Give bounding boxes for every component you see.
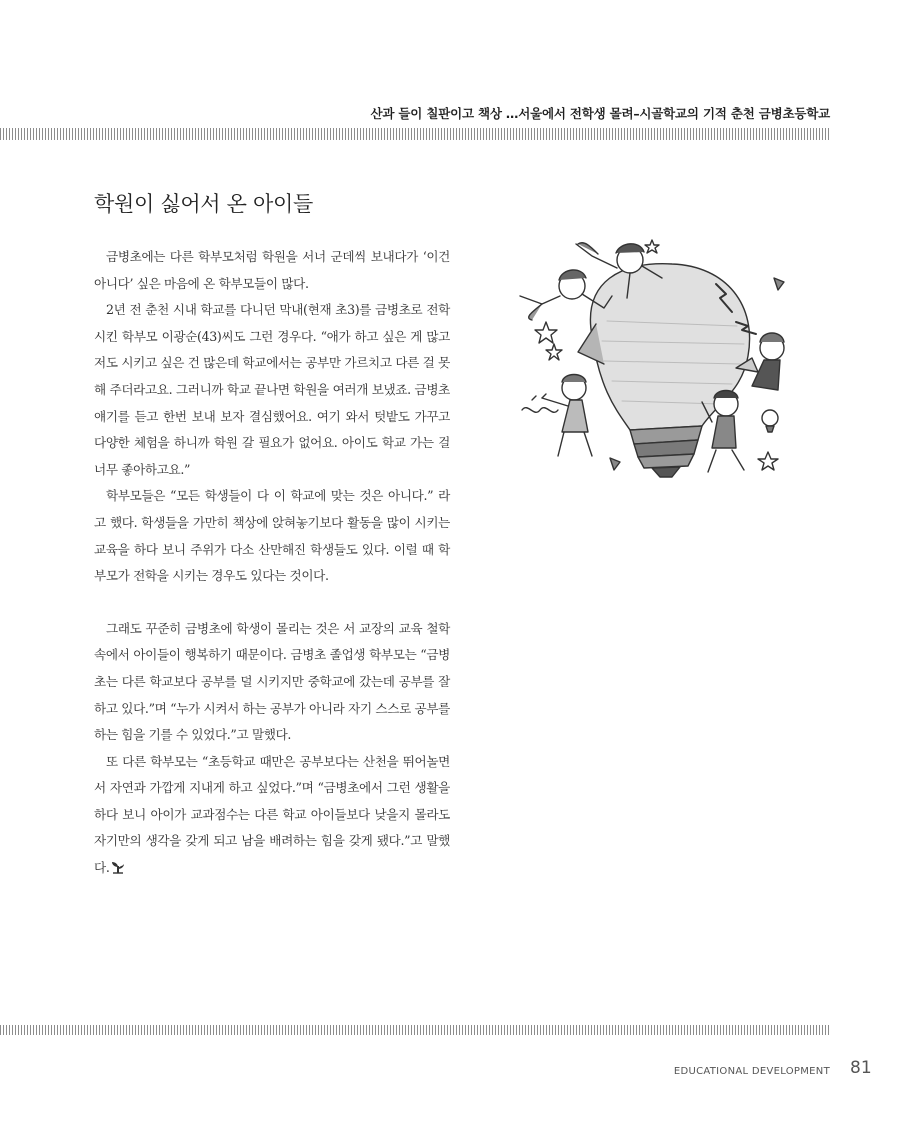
paragraph: 그래도 꾸준히 금병초에 학생이 몰리는 것은 서 교장의 교육 철학 속에서 아이들이 행복하기 때문이다. 금병초 졸업생 학부모는 “금병초는 다른 학교보다 공부를 덜 시키지만 중학교에 갔는데 공부를 잘 하고 있다.”며 “누가 시켜서 하는 공부가 아니라 자기 스스로 공부를 하는 힘을 기를 수 있었다.”고 말했다.: [94, 620, 450, 743]
section-label: EDUCATIONAL DEVELOPMENT: [673, 1066, 830, 1077]
lightbulb-children-illustration: [512, 226, 790, 484]
page-number: 81: [850, 1058, 872, 1078]
paragraph: 금병초에는 다른 학부모처럼 학원을 서너 군데씩 보내다가 ‘이건 아니다’ 싶은 마음에 온 학부모들이 많다.: [94, 249, 450, 291]
paragraph: [94, 749, 450, 882]
article-body: [94, 244, 450, 882]
paragraph: 2년 전 춘천 시내 학교를 다니던 막내(현재 초3)를 금병초로 전학시킨 학부모 이광순(43)씨도 그런 경우다. “애가 하고 싶은 게 많고 저도 시키고 싶은 건 많은데 학교에서는 공부만 가르치고 다른 걸 못해 주더라고요. 그러니까 학교 끝나면 학원을 여러개 보냈죠. 금병초 얘기를 듣고 한번 보내 보자 결심했어요. 여기 와서 텃밭도 가꾸고 다양한 체험을 하니까 학원 갈 필요가 없어요. 아이도 학교 가는 걸 너무 좋아하고요.”: [94, 302, 450, 477]
sprout-end-mark-icon: [111, 861, 125, 874]
header-divider: [0, 128, 830, 140]
footer-divider: [0, 1025, 830, 1035]
paragraph-text: 또 다른 학부모는 “초등학교 때만은 공부보다는 산천을 뛰어놀면서 자연과 가깝게 지내게 하고 싶었다.”며 “금병초에서 그런 생활을 하다 보니 아이가 교과점수는 다른 학교 아이들보다 낮을지 몰라도 자기만의 생각을 갖게 되고 남을 배려하는 힘을 갖게 됐다.”고 말했다.: [94, 753, 450, 876]
section-title: 학원이 싫어서 온 아이들: [94, 192, 313, 216]
paragraph: 학부모들은 “모든 학생들이 다 이 학교에 맞는 것은 아니다.” 라고 했다. 학생들을 가만히 책상에 앉혀놓기보다 활동을 많이 시키는 교육을 하다 보니 주위가 다소 산만해진 학생들도 있다. 이럴 때 학부모가 전학을 시키는 경우도 있다는 것이다.: [94, 488, 450, 584]
running-title: 산과 들이 칠판이고 책상 …서울에서 전학생 몰려–시골학교의 기적 춘천 금병초등학교: [370, 106, 830, 121]
